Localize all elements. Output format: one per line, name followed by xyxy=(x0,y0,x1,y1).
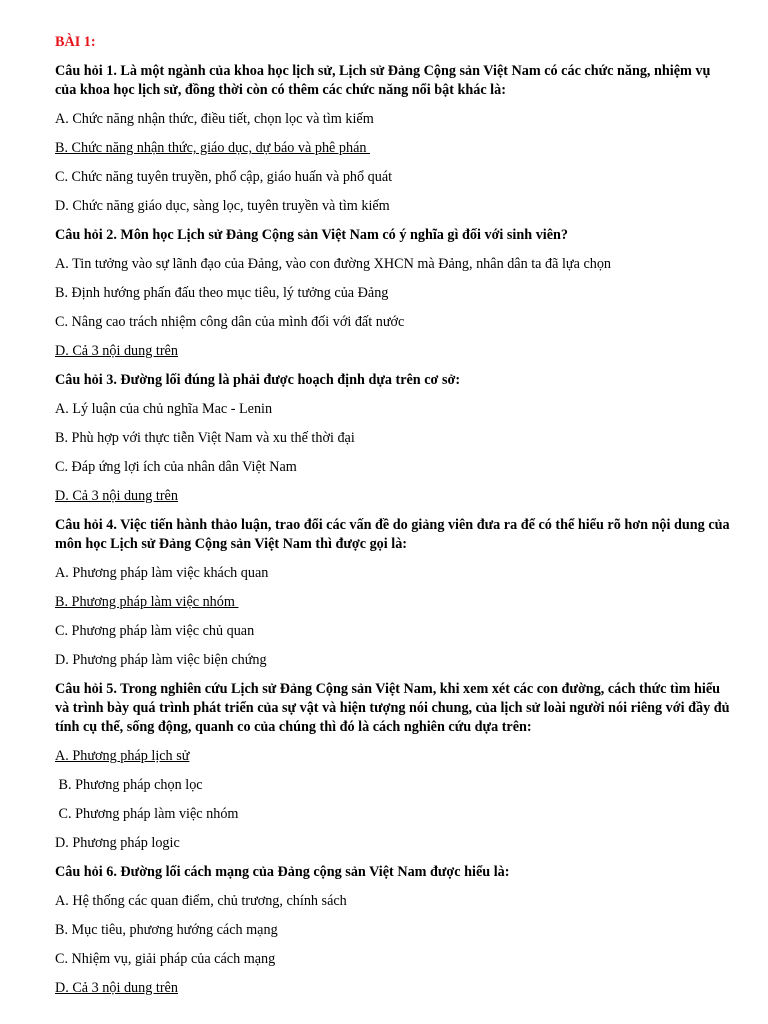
answer-option: C. Nhiệm vụ, giải pháp của cách mạng xyxy=(55,951,276,967)
answer-option: D. Phương pháp logic xyxy=(55,835,180,851)
question-list xyxy=(55,62,735,998)
answer-option-correct: D. Cả 3 nội dung trên xyxy=(55,488,178,504)
answer-option-correct: A. Phương pháp lịch sử xyxy=(55,748,190,764)
answer-option: B. Phù hợp với thực tiễn Việt Nam và xu thế thời đại xyxy=(55,430,355,446)
answer-option: C. Nâng cao trách nhiệm công dân của mình đối với đất nước xyxy=(55,314,405,330)
answer-option: C. Phương pháp làm việc nhóm xyxy=(55,806,239,822)
answer-option: A. Lý luận của chủ nghĩa Mac - Lenin xyxy=(55,401,273,417)
question-text: Câu hỏi 2. Môn học Lịch sử Đảng Cộng sản Việt Nam có ý nghĩa gì đối với sinh viên? xyxy=(55,227,569,243)
answer-option: D. Chức năng giáo dục, sàng lọc, tuyên truyền và tìm kiếm xyxy=(55,198,390,214)
answer-option: C. Chức năng tuyên truyền, phổ cập, giáo huấn và phổ quát xyxy=(55,169,393,185)
answer-option: A. Phương pháp làm việc khách quan xyxy=(55,565,269,581)
question-text: Câu hỏi 3. Đường lối đúng là phải được hoạch định dựa trên cơ sở: xyxy=(55,372,461,388)
question-text: Câu hỏi 1. Là một ngành của khoa học lịch sử, Lịch sử Đảng Cộng sản Việt Nam có các chức năng, nhiệm vụ của khoa học lịch sử, đồng thời còn có thêm các chức năng nổi bật khác là: xyxy=(55,63,711,98)
question-text: Câu hỏi 4. Việc tiến hành thảo luận, trao đổi các vấn đề do giảng viên đưa ra để có thể hiểu rõ hơn nội dung của môn học Lịch sử Đảng Cộng sản Việt Nam thì được gọi là: xyxy=(55,517,730,552)
answer-option-correct: D. Cả 3 nội dung trên xyxy=(55,343,178,359)
answer-option: D. Phương pháp làm việc biện chứng xyxy=(55,652,267,668)
answer-option: C. Đáp ứng lợi ích của nhân dân Việt Nam xyxy=(55,459,297,475)
answer-option-correct: B. Chức năng nhận thức, giáo dục, dự báo và phê phán xyxy=(55,140,371,156)
answer-option: A. Hệ thống các quan điểm, chủ trương, chính sách xyxy=(55,893,347,909)
answer-option-correct: B. Phương pháp làm việc nhóm xyxy=(55,594,239,610)
answer-option: B. Mục tiêu, phương hướng cách mạng xyxy=(55,922,278,938)
page-title: BÀI 1: xyxy=(55,34,96,50)
question-text: Câu hỏi 6. Đường lối cách mạng của Đảng cộng sản Việt Nam được hiểu là: xyxy=(55,864,510,880)
answer-option: A. Chức năng nhận thức, điều tiết, chọn lọc và tìm kiếm xyxy=(55,111,374,127)
answer-option: C. Phương pháp làm việc chủ quan xyxy=(55,623,255,639)
answer-option: B. Phương pháp chọn lọc xyxy=(55,777,203,793)
question-text: Câu hỏi 5. Trong nghiên cứu Lịch sử Đảng Cộng sản Việt Nam, khi xem xét các con đường, cách thức tìm hiểu và trình bày quá trình phát triển của sự vật và hiện tượng nói chung, của lịch sử loài người nói riêng với đầy đủ tính cụ thể, sống động, quanh co của chúng thì đó là cách nghiên cứu dựa trên: xyxy=(55,681,730,735)
answer-option-correct: D. Cả 3 nội dung trên xyxy=(55,980,178,996)
document-page xyxy=(55,33,735,1008)
answer-option: B. Định hướng phấn đấu theo mục tiêu, lý tưởng của Đảng xyxy=(55,285,389,301)
answer-option: A. Tin tưởng vào sự lãnh đạo của Đảng, vào con đường XHCN mà Đảng, nhân dân ta đã lựa chọn xyxy=(55,256,612,272)
